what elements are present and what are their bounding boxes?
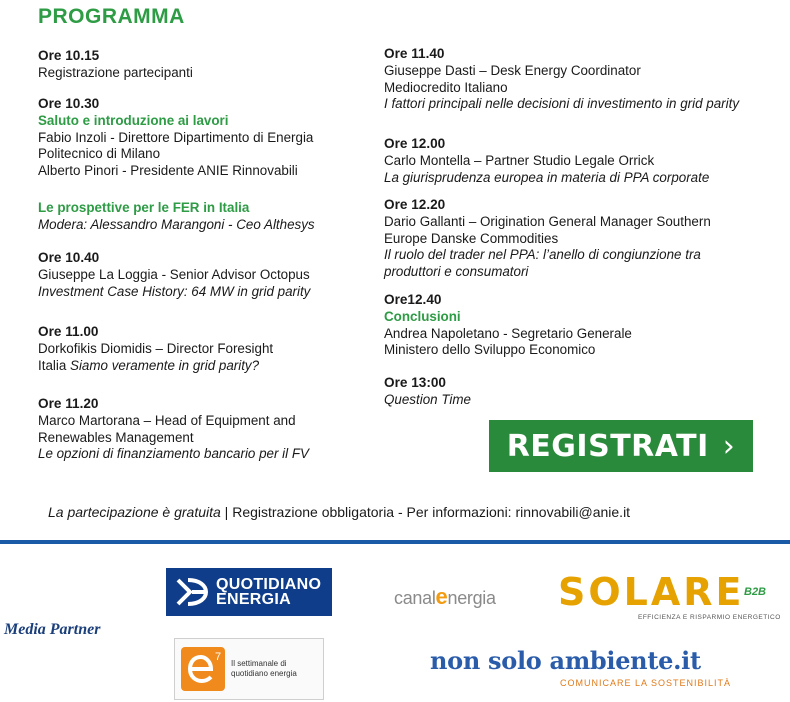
- media-partner-label: Media Partner: [4, 621, 101, 638]
- agenda-time: Ore 13:00: [384, 375, 446, 390]
- participation-note: [48, 504, 630, 520]
- agenda-topic: produttori e consumatori: [384, 264, 529, 280]
- canale-energia-wordmark: [394, 584, 496, 610]
- agenda-text: Dorkofikis Diomidis – Director Foresight: [38, 340, 274, 356]
- agenda-subtitle: Saluto e introduzione ai lavori: [38, 112, 229, 128]
- agenda-item-1200: [384, 136, 784, 186]
- agenda-text: Carlo Montella – Partner Studio Legale Orrick: [384, 152, 655, 168]
- agenda-text: Alberto Pinori - Presidente ANIE Rinnovabili: [38, 163, 298, 179]
- agenda-time: Ore 11.00: [38, 324, 99, 339]
- solare-b2b-logo[interactable]: [558, 570, 781, 626]
- logo-text: quotidiano energia: [231, 669, 297, 678]
- logo-text: e: [435, 584, 448, 609]
- agenda-moderator: Modera: Alessandro Marangoni - Ceo Althesys: [38, 216, 315, 232]
- agenda-item-1040: [38, 250, 383, 300]
- agenda-text: Giuseppe Dasti – Desk Energy Coordinator: [384, 62, 641, 78]
- agenda-topic: Question Time: [384, 391, 471, 407]
- agenda-time: Ore 10.15: [38, 48, 100, 63]
- solare-b2b-badge: B2B: [744, 586, 767, 598]
- agenda-time: Ore 12.00: [384, 136, 446, 151]
- nonsoloambiente-wordmark: non solo ambiente.it: [430, 646, 701, 675]
- agenda-text: Giuseppe La Loggia - Senior Advisor Octopus: [38, 266, 310, 282]
- agenda-subtitle: Le prospettive per le FER in Italia: [38, 200, 250, 215]
- e7-wordmark: [231, 659, 297, 679]
- divider: [0, 540, 790, 544]
- nonsoloambiente-tagline: COMUNICARE LA SOSTENIBILITÀ: [560, 678, 732, 688]
- e7-logo[interactable]: [174, 638, 324, 700]
- free-participation-text: La partecipazione è gratuita: [48, 504, 221, 520]
- agenda-time: Ore 10.40: [38, 250, 100, 265]
- chevron-right-icon: ›: [722, 428, 736, 464]
- logo-text: nergia: [447, 588, 496, 608]
- agenda-text: Andrea Napoletano - Segretario Generale: [384, 325, 632, 341]
- agenda-text: Dario Gallanti – Origination General Manager Southern: [384, 213, 711, 229]
- program-heading: PROGRAMMA: [38, 5, 185, 28]
- agenda-item-1240: [384, 292, 784, 359]
- agenda-time: Ore 10.30: [38, 96, 100, 111]
- logo-text: QUOTIDIANO: [216, 576, 322, 593]
- agenda-item-1030: [38, 96, 383, 180]
- agenda-text: Mediocredito Italiano: [384, 79, 508, 95]
- agenda-topic: La giurisprudenza europea in materia di PPA corporate: [384, 169, 710, 185]
- agenda-text: Politecnico di Milano: [38, 146, 161, 162]
- agenda-topic: Investment Case History: 64 MW in grid parity: [38, 283, 311, 299]
- agenda-subtitle: Conclusioni: [384, 308, 461, 324]
- agenda-topic: Le opzioni di finanziamento bancario per il FV: [38, 446, 309, 462]
- agenda-time: Ore 11.20: [38, 396, 99, 411]
- agenda-item-1120: [38, 396, 383, 463]
- agenda-item-1300: [384, 375, 784, 409]
- quotidiano-energia-mark-icon: [174, 574, 210, 610]
- logo-text: ENERGIA: [216, 591, 291, 608]
- register-button[interactable]: [489, 420, 753, 472]
- solare-wordmark: SOLARE: [558, 570, 745, 614]
- canale-energia-logo[interactable]: [394, 577, 526, 617]
- agenda-mixed-line: [38, 358, 383, 375]
- solare-tagline: EFFICIENZA E RISPARMIO ENERGETICO: [638, 614, 781, 621]
- quotidiano-energia-wordmark: [216, 577, 321, 607]
- agenda-text: Marco Martorana – Head of Equipment and: [38, 412, 296, 428]
- agenda-time: Ore 11.40: [384, 46, 445, 61]
- agenda-text: Renewables Management: [38, 429, 194, 445]
- agenda-text: Fabio Inzoli - Direttore Dipartimento di Energia: [38, 129, 314, 145]
- agenda-time: Ore 12.20: [384, 197, 446, 212]
- agenda-text: Ministero dello Sviluppo Economico: [384, 342, 596, 358]
- e7-number: 7: [215, 651, 222, 663]
- agenda-topic: Il ruolo del trader nel PPA: l’anello di congiunzione tra: [384, 247, 701, 263]
- agenda-item-1220: [384, 197, 784, 281]
- agenda-text: Registrazione partecipanti: [38, 64, 193, 80]
- agenda-text: Europe Danske Commodities: [384, 230, 559, 246]
- agenda-time: Ore12.40: [384, 292, 442, 307]
- agenda-topic: Siamo veramente in grid parity?: [70, 357, 260, 373]
- agenda-item-1140: [384, 46, 784, 113]
- agenda-item-1100: [38, 324, 383, 374]
- e7-mark-icon: [181, 647, 225, 691]
- logo-text: Il settimanale di: [231, 659, 287, 668]
- registration-info-text: | Registrazione obbligatoria - Per informazioni: rinnovabili@anie.it: [220, 504, 631, 520]
- agenda-item-panel: [38, 200, 383, 234]
- agenda-topic: I fattori principali nelle decisioni di investimento in grid parity: [384, 96, 740, 112]
- logo-text: canal: [394, 588, 436, 608]
- agenda-item-1015: [38, 48, 383, 82]
- nonsoloambiente-logo[interactable]: [430, 646, 750, 694]
- agenda-text: Italia: [38, 357, 71, 373]
- quotidiano-energia-logo[interactable]: [166, 568, 332, 616]
- register-button-label: REGISTRATI: [506, 428, 709, 464]
